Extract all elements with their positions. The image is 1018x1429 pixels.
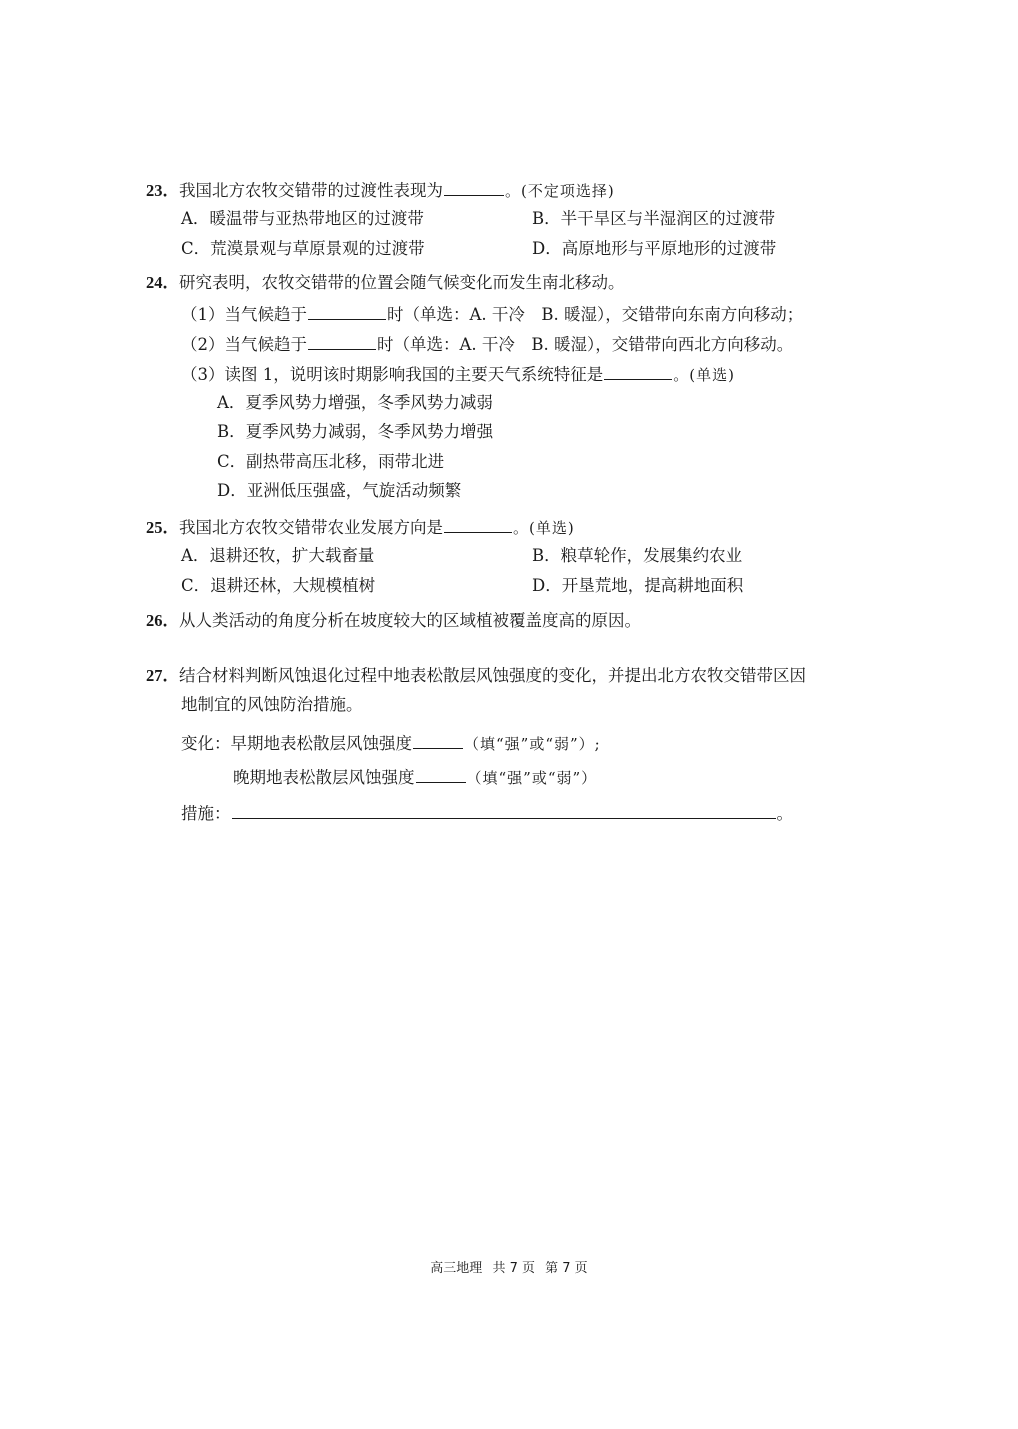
question-25: 25．我国北方农牧交错带农业发展方向是 。(单选)	[146, 515, 575, 539]
answer-blank[interactable]	[444, 178, 504, 196]
question-26: 26．从人类活动的角度分析在坡度较大的区域植被覆盖度高的原因。	[146, 611, 641, 630]
question-24: 24．研究表明，农牧交错带的位置会随气候变化而发生南北移动。	[146, 273, 625, 292]
option-d[interactable]: D．开垦荒地，提高耕地面积	[532, 576, 744, 595]
option-c[interactable]: C．荒漠景观与草原景观的过渡带	[181, 239, 425, 258]
question-note: 。(单选)	[513, 519, 575, 537]
question-stem: 我国北方农牧交错带的过渡性表现为	[179, 181, 443, 200]
answer-blank[interactable]	[604, 362, 672, 380]
sub-question-2	[181, 332, 793, 356]
question-stem: 我国北方农牧交错带农业发展方向是	[179, 518, 443, 537]
question-number: 23	[146, 181, 163, 200]
question-number: 26	[146, 611, 163, 630]
option-a[interactable]: A．退耕还牧，扩大载畜量	[181, 546, 375, 565]
answer-blank[interactable]	[416, 765, 466, 783]
option-b[interactable]: B．粮草轮作，发展集约农业	[532, 546, 743, 565]
footer-page-number: 第 7 页	[545, 1261, 588, 1276]
fill-prompt: 措施：	[181, 804, 231, 823]
answer-blank[interactable]	[413, 731, 463, 749]
page-footer	[0, 1257, 1018, 1276]
sub-question-text: （2）当气候趋于	[181, 335, 307, 354]
question-stem: 研究表明，农牧交错带的位置会随气候变化而发生南北移动。	[179, 273, 625, 292]
sub-question-text: 。(单选)	[673, 366, 735, 384]
option-c[interactable]: C．退耕还林，大规模植树	[181, 576, 376, 595]
option-c[interactable]: C．副热带高压北移，雨带北进	[217, 452, 445, 471]
sub-question-text: （1）当气候趋于	[181, 305, 307, 324]
measure-line	[181, 801, 793, 825]
answer-blank[interactable]	[232, 801, 776, 819]
sub-question-text: （3）读图 1，说明该时期影响我国的主要天气系统特征是	[181, 365, 604, 384]
sub-question-1	[181, 302, 803, 326]
answer-blank[interactable]	[444, 515, 512, 533]
fill-prompt: 晚期地表松散层风蚀强度	[233, 768, 415, 787]
sub-question-3	[181, 362, 735, 386]
change-early-line	[181, 731, 601, 755]
option-b[interactable]: B．半干旱区与半湿润区的过渡带	[532, 209, 776, 228]
question-number: 24	[146, 273, 163, 292]
option-a[interactable]: A．暖温带与亚热带地区的过渡带	[181, 209, 424, 228]
fill-hint: （填“强”或“弱”）	[466, 769, 598, 787]
fill-end: 。	[776, 804, 793, 823]
change-late-line	[233, 765, 597, 789]
option-a[interactable]: A．夏季风势力增强，冬季风势力减弱	[217, 393, 493, 412]
question-27: 27．结合材料判断风蚀退化过程中地表松散层风蚀强度的变化，并提出北方农牧交错带区因	[146, 666, 806, 685]
fill-prompt: 变化：早期地表松散层风蚀强度	[181, 734, 412, 753]
footer-subject: 高三地理	[430, 1261, 483, 1276]
question-stem: 结合材料判断风蚀退化过程中地表松散层风蚀强度的变化，并提出北方农牧交错带区因	[179, 666, 806, 685]
sub-question-text: 时（单选：A. 干冷 B. 暖湿），交错带向东南方向移动；	[387, 305, 804, 324]
question-23: 23．我国北方农牧交错带的过渡性表现为 。(不定项选择)	[146, 178, 615, 202]
answer-blank[interactable]	[308, 332, 376, 350]
answer-blank[interactable]	[308, 302, 386, 320]
sub-question-text: 时（单选：A. 干冷 B. 暖湿），交错带向西北方向移动。	[377, 335, 794, 354]
question-note: 。(不定项选择)	[505, 182, 615, 200]
question-number: 25	[146, 518, 163, 537]
option-d[interactable]: D．高原地形与平原地形的过渡带	[532, 239, 777, 258]
option-d[interactable]: D．亚洲低压强盛，气旋活动频繁	[217, 481, 462, 500]
option-b[interactable]: B．夏季风势力减弱，冬季风势力增强	[217, 422, 494, 441]
question-stem-continued: 地制宜的风蚀防治措施。	[181, 695, 363, 714]
question-stem: 从人类活动的角度分析在坡度较大的区域植被覆盖度高的原因。	[179, 611, 641, 630]
question-number: 27	[146, 666, 163, 685]
footer-total-pages: 共 7 页	[492, 1261, 535, 1276]
fill-hint: （填“强”或“弱”）;	[464, 735, 601, 753]
